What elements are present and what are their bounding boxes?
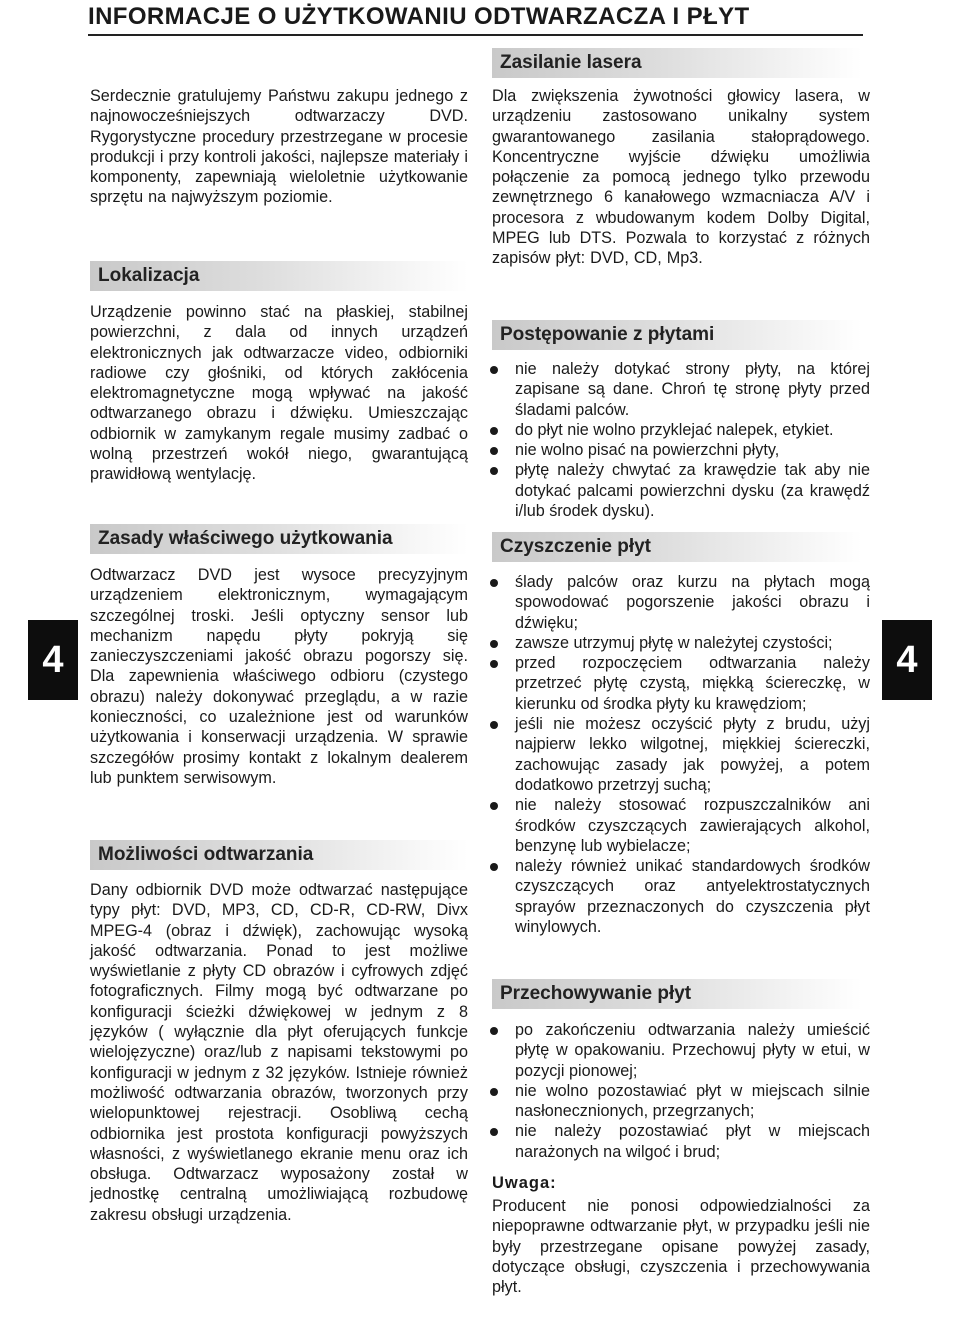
location-paragraph: Urządzenie powinno stać na płaskiej, stabilnej powierzchni, z dala od innych urządzeń elektronicznych jak odtwarzacze video, odbiorniki radiowe czy głośniki, od których zakłócenia elektromagnetyczne mogą wpływać na jakość odtwarzanego obrazu i dźwięku. Umieszczając odbiornik w zamykanym regale musimy zadbać o wolną przestrzeń wokół niego, gwarantującą prawidłową wentylację.: [90, 303, 468, 484]
bullet-icon: [490, 721, 498, 729]
cleaning-list: [492, 572, 870, 937]
list-item: nie należy dotykać strony płyty, na której zapisane są dane. Chroń tę stronę płyty przed śladami palców.: [492, 359, 870, 420]
page-number-tab-left: 4: [28, 620, 78, 700]
playback-paragraph: Dany odbiornik DVD może odtwarzać następujące typy płyt: DVD, MP3, CD, CD-R, CD-RW, Divx MPEG-4 (obraz i dźwięk), zachowując wysoką jakość odtwarzania. Ponad to jest możliwe wyświetlanie z płyty CD obrazów i cyfrowych zdjęć fotograficznych. Filmy mogą być odtwarzane po konfiguracji ścieżki dźwiękowej w jednym z 8 języków ( wyłącznie dla płyt oferujących funkcje wielojęzyczne) oraz/lub z napisami tekstowymi po konfiguracji w jednym z 32 języków. Istnieje również możliwość odtwarzania obrazów, tworzonych przy wielopunktowej rejestracji. Osobliwą cechą odbiornika jest prostota konfiguracji powyższych własności, z wyświetlanego ekranie menu oraz ich obsługa. Odtwarzacz wyposażony został w jednostkę centralną umożliwiającą rozbudowę zakresu obsługi urządzenia.: [90, 881, 468, 1224]
intro-paragraph: Serdecznie gratulujemy Państwu zakupu jednego z najnowocześniejszych odtwarzaczy DVD. Rygorystyczne procedury przestrzegane w procesie produkcji i przy kontroli jakości, najlepsze materiały i komponenty, zapewniają wieloletnie użytkowanie sprzętu na najwyższym poziomie.: [90, 87, 468, 207]
note-paragraph: Producent nie ponosi odpowiedzialności za niepoprawne odtwarzanie płyt, w przypadku jeśli nie były przestrzegane opisane powyżej zasady, dotyczące obsługi, czyszczenia i przechowywania płyt.: [492, 1197, 870, 1297]
list-item: jeśli nie możesz oczyścić płyty z brudu, użyj najpierw lekko wilgotnej, miękkiej ściereczki, zachowując zasady jak powyżej, a potem dodatkowo przetrzyj suchą;: [492, 714, 870, 795]
bullet-icon: [490, 863, 498, 871]
section-heading-handling: Postępowanie z płytami: [492, 320, 862, 350]
bullet-icon: [490, 447, 498, 455]
section-heading-cleaning: Czyszczenie płyt: [492, 532, 862, 562]
section-heading-laser: Zasilanie lasera: [492, 48, 862, 78]
list-item: przed rozpoczęciem odtwarzania należy przetrzeć płytę czystą, miękką ściereczkę, w kierunku od środka płyty ku krawędziom;: [492, 653, 870, 714]
bullet-icon: [490, 802, 498, 810]
list-item: należy również unikać standardowych środków czyszczących oraz antyelektrostatycznych sprayów przeznaczonych do czyszczenia płyt winylowych.: [492, 856, 870, 937]
list-item: nie wolno pisać na powierzchni płyty,: [492, 440, 870, 460]
bullet-icon: [490, 467, 498, 475]
list-item: nie należy pozostawiać płyt w miejscach narażonych na wilgoć i brud;: [492, 1121, 870, 1162]
bullet-icon: [490, 366, 498, 374]
list-item: nie wolno pozostawiać płyt w miejscach silnie nasłonecznionych, przegrzanych;: [492, 1081, 870, 1122]
section-heading-playback: Możliwości odtwarzania: [90, 840, 468, 870]
title-divider: [88, 34, 863, 36]
list-item: ślady palców oraz kurzu na płytach mogą spowodować pogorszenie jakości obrazu i dźwięku;: [492, 572, 870, 633]
page-number-tab-right: 4: [882, 620, 932, 700]
section-heading-storage: Przechowywanie płyt: [492, 979, 862, 1009]
section-heading-usage: Zasady właściwego użytkowania: [90, 524, 468, 554]
bullet-icon: [490, 1027, 498, 1035]
section-heading-location: Lokalizacja: [90, 261, 468, 291]
usage-paragraph: Odtwarzacz DVD jest wysoce precyzyjnym urządzeniem elektronicznym, wymagającym szczególnej troski. Jeśli optyczny sensor lub mechanizm napędu płyty pokryją się zanieczyszczeniami jakość obrazu pogorszy się. Dla zapewnienia właściwego odbioru (czystego obrazu) należy dokonywać przeglądu, a w razie konieczności, co uzależnione jest od warunków użytkowania i konserwacji urządzenia. W sprawie szczegółów prosimy kontakt z lokalnym dealerem lub punktem serwisowym.: [90, 566, 468, 787]
list-item: do płyt nie wolno przyklejać nalepek, etykiet.: [492, 420, 870, 440]
list-item: po zakończeniu odtwarzania należy umieścić płytę w opakowaniu. Przechowuj płyty w etui, w pozycji pionowej;: [492, 1020, 870, 1081]
list-item: zawsze utrzymuj płytę w należytej czystości;: [492, 633, 870, 653]
list-item: nie należy stosować rozpuszczalników ani środków czyszczących zawierających alkohol, benzynę lub wybielacze;: [492, 795, 870, 856]
page-title: INFORMACJE O UŻYTKOWANIU ODTWARZACZA I PŁYT: [88, 3, 750, 30]
bullet-icon: [490, 427, 498, 435]
laser-paragraph: Dla zwiększenia żywotności głowicy lasera, w urządzeniu zastosowano unikalny system gwarantowanego zasilania stałoprądowego. Koncentryczne wyjście dźwięku umożliwia połączenie za pomocą jednego tylko przewodu zewnętrznego 6 kanałowego wzmacniacza A/V i procesora z wbudowanym kodem Dolby Digital, MPEG lub DTS. Pozwala to korzystać z różnych zapisów płyt: DVD, CD, Mp3.: [492, 87, 870, 268]
bullet-icon: [490, 640, 498, 648]
bullet-icon: [490, 660, 498, 668]
bullet-icon: [490, 579, 498, 587]
handling-list: [492, 359, 870, 521]
bullet-icon: [490, 1088, 498, 1096]
note-title: Uwaga:: [492, 1174, 557, 1192]
bullet-icon: [490, 1128, 498, 1136]
storage-list: [492, 1020, 870, 1162]
list-item: płytę należy chwytać za krawędzie tak aby nie dotykać palcami powierzchni dysku (za krawędź i/lub środek dysku).: [492, 460, 870, 521]
